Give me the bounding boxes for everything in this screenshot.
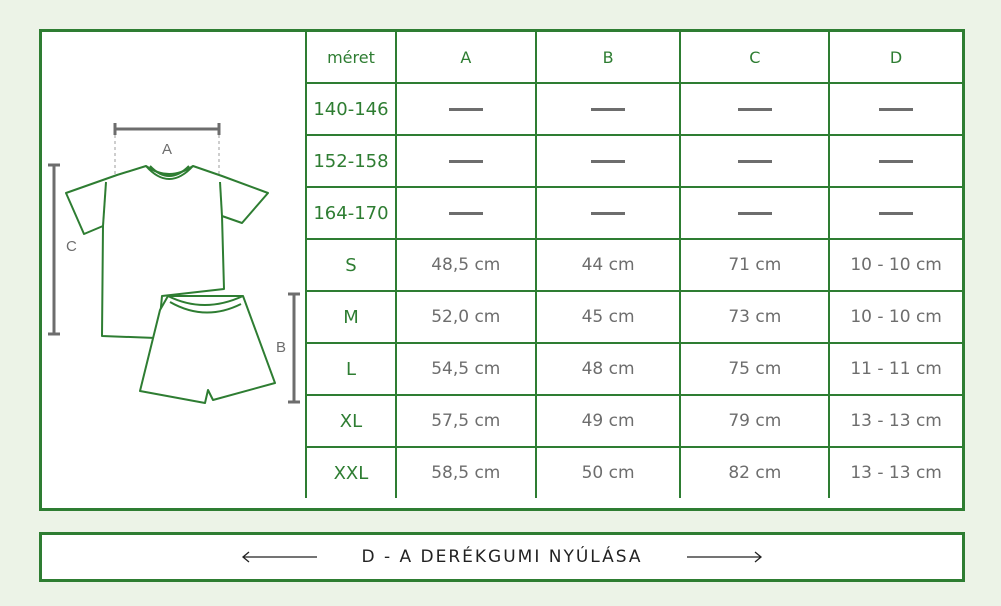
table-row: [306, 343, 962, 395]
empty-value-dash: [536, 135, 681, 187]
header-b: B: [536, 32, 681, 83]
table-row: [306, 83, 962, 135]
table-row: [306, 187, 962, 239]
value-d: 10 - 10 cm: [829, 239, 962, 291]
value-a: 54,5 cm: [396, 343, 536, 395]
empty-value-dash: [396, 187, 536, 239]
empty-value-dash: [829, 83, 962, 135]
value-c: 79 cm: [680, 395, 829, 447]
size-cell: S: [306, 239, 396, 291]
size-cell: L: [306, 343, 396, 395]
empty-value-dash: [536, 187, 681, 239]
value-b: 49 cm: [536, 395, 681, 447]
value-d: 13 - 13 cm: [829, 395, 962, 447]
label-a: A: [161, 141, 173, 158]
label-b: B: [276, 339, 287, 356]
table-row: [306, 135, 962, 187]
value-a: 52,0 cm: [396, 291, 536, 343]
shorts-icon: [140, 296, 275, 403]
empty-value-dash: [829, 187, 962, 239]
value-a: 48,5 cm: [396, 239, 536, 291]
header-d: D: [829, 32, 962, 83]
value-a: 58,5 cm: [396, 447, 536, 498]
table-row: [306, 239, 962, 291]
value-b: 50 cm: [536, 447, 681, 498]
arrow-right-icon: [687, 551, 763, 563]
size-cell: M: [306, 291, 396, 343]
measure-c-line: [48, 165, 60, 334]
value-b: 44 cm: [536, 239, 681, 291]
header-size: méret: [306, 32, 396, 83]
value-d: 10 - 10 cm: [829, 291, 962, 343]
measure-a-line: [115, 123, 219, 135]
measure-b-line: [288, 294, 300, 402]
size-cell: 164-170: [306, 187, 396, 239]
value-c: 73 cm: [680, 291, 829, 343]
header-c: C: [680, 32, 829, 83]
empty-value-dash: [680, 83, 829, 135]
empty-value-dash: [680, 187, 829, 239]
arrow-left-icon: [241, 551, 317, 563]
table-row: [306, 291, 962, 343]
size-cell: 140-146: [306, 83, 396, 135]
empty-value-dash: [396, 135, 536, 187]
value-c: 82 cm: [680, 447, 829, 498]
size-cell: 152-158: [306, 135, 396, 187]
empty-value-dash: [396, 83, 536, 135]
value-c: 71 cm: [680, 239, 829, 291]
empty-value-dash: [536, 83, 681, 135]
value-d: 11 - 11 cm: [829, 343, 962, 395]
value-d: 13 - 13 cm: [829, 447, 962, 498]
empty-value-dash: [829, 135, 962, 187]
value-b: 45 cm: [536, 291, 681, 343]
footer-note: [39, 532, 965, 582]
size-table: [305, 32, 962, 498]
size-cell: XXL: [306, 447, 396, 498]
table-row: [306, 447, 962, 498]
header-a: A: [396, 32, 536, 83]
label-c: C: [66, 238, 77, 255]
garment-illustration: [42, 32, 305, 508]
value-b: 48 cm: [536, 343, 681, 395]
empty-value-dash: [680, 135, 829, 187]
value-a: 57,5 cm: [396, 395, 536, 447]
footer-text: D - A DERÉKGUMI NYÚLÁSA: [361, 547, 643, 567]
table-header-row: [306, 32, 962, 83]
size-cell: XL: [306, 395, 396, 447]
size-chart-frame: [39, 29, 965, 511]
value-c: 75 cm: [680, 343, 829, 395]
table-row: [306, 395, 962, 447]
